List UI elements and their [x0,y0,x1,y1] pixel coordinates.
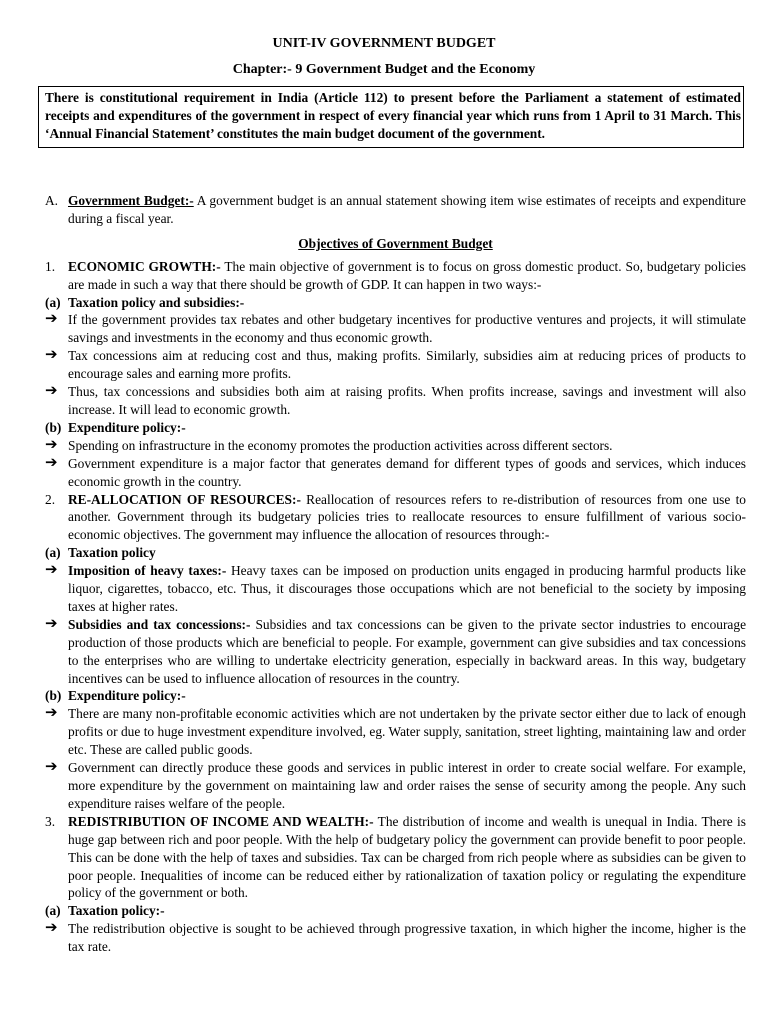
bullet-point: ➔ Government expenditure is a major factor that generates demand for different types of goods and services, which induces economic growth in the country. [45,454,746,489]
arrow-icon: ➔ [45,920,58,937]
arrow-icon: ➔ [45,615,58,632]
objective-text: The distribution of income and wealth is unequal in India. There is huge gap between rich and poor people. With the help of budgetary policy the government can provide benefit to poor people. This can be done with the help of taxes and subsidies. Tax can be charged from rich people where as subsidies can be given to poor people. Inequalities of income can be reduced either by rationalization of taxation policy or regulating the expenditure policy of the government or both. [68,813,746,901]
arrow-icon: ➔ [45,705,58,722]
arrow-icon: ➔ [45,383,58,400]
main-content [45,192,746,956]
objective-3 [45,813,746,903]
arrow-icon: ➔ [45,311,58,328]
bullet-point: ➔ Imposition of heavy taxes:- Heavy taxes can be imposed on production units engaged in producing harmful products like liquor, cigarettes, tobacco, etc. Thus, it discourages those occupations which are not beneficial to the society by imposing taxes at higher rates. [45,562,747,614]
section-term: Government Budget:- [68,193,194,208]
subheading: (a) Taxation policy and subsidies:- [45,294,245,310]
subheading: (b) Expenditure policy:- [45,419,186,435]
objective-title: RE-ALLOCATION OF RESOURCES:- [68,491,301,507]
arrow-icon: ➔ [45,759,58,776]
arrow-icon: ➔ [45,562,58,579]
bullet-point: ➔ Spending on infrastructure in the economy promotes the production activities across different sectors. [45,436,613,453]
bullet-point: ➔ The redistribution objective is sought to be achieved through progressive taxation, in which higher the income, higher is the tax rate. [45,920,746,955]
section-label: A. [45,193,59,208]
bullet-point: ➔ Tax concessions aim at reducing cost and thus, making profits. Similarly, subsidies aim at reducing prices of products to encourage sales and earning more profits. [45,347,746,382]
intro-box: There is constitutional requirement in India (Article 112) to present before the Parliament a statement of estimated receipts and expenditures of the government in respect of every financial year which runs from 1 April to 31 March. This ‘Annual Financial Statement’ constitutes the main budget document of the government. [38,86,744,148]
subheading: (a) Taxation policy:- [45,903,165,919]
arrow-icon: ➔ [45,454,58,471]
objective-2 [45,491,746,545]
objective-number: 3. [45,813,56,829]
bullet-point: ➔ If the government provides tax rebates and other budgetary incentives for productive ventures and projects, it will stimulate savings and investments in the economy and thus economic growth. [45,311,746,346]
bullet-point: ➔ Subsidies and tax concessions:- Subsidies and tax concessions can be given to the private sector industries to encourage production of those products which are beneficial to people. For example, government can give subsidies and tax concessions to the enterprises who are willing to undertake electricity generation, especially in backward areas. In this way, budgetary incentives can be used to influence allocation of resources in the country. [45,615,747,686]
objective-text: Reallocation of resources refers to re-distribution of resources from one use to another. Government through its budgetary policies tries to reallocate resources to ensure fulfillment of various socio-economic objectives. The government may influence the allocation of resources through:- [68,491,746,543]
bullet-point: ➔ There are many non-profitable economic activities which are not undertaken by the private sector either due to lack of enough profits or due to huge investment expenditure involved, eg. Water supply, sanitation, street lighting, maintaining law and order etc. These are called public goods. [45,705,746,758]
chapter-title: Chapter:- 9 Government Budget and the Economy [232,62,536,77]
objectives-heading: Objectives of Government Budget [298,235,493,251]
bullet-point: ➔ Thus, tax concessions and subsidies both aim at raising profits. When profits increase, savings and investment will also increase. It will lead to economic growth. [45,383,746,417]
bullet-point: ➔ Government can directly produce these goods and services in public interest in order to create social welfare. For example, more expenditure by the government on maintaining law and order raises the sense of security among the people. Any such expenditure raises welfare of the people. [45,759,746,811]
objective-number: 2. [45,491,56,507]
subheading: (b) Expenditure policy:- [45,688,186,704]
objective-title: ECONOMIC GROWTH:- [68,258,221,274]
objective-number: 1. [45,258,56,274]
objective-1 [45,258,746,294]
arrow-icon: ➔ [45,347,58,364]
objective-title: REDISTRIBUTION OF INCOME AND WEALTH:- [68,813,374,829]
unit-title: UNIT-IV GOVERNMENT BUDGET [272,36,496,51]
subheading: (a) Taxation policy [45,545,156,561]
objective-text: The main objective of government is to focus on gross domestic product. So, budgetary policies are made in such a way that there should be growth of GDP. It can happen in two ways:- [68,258,746,292]
section-a [45,192,746,228]
arrow-icon: ➔ [45,436,58,453]
section-text: A government budget is an annual statement showing item wise estimates of receipts and expenditure during a fiscal year. [68,193,746,226]
